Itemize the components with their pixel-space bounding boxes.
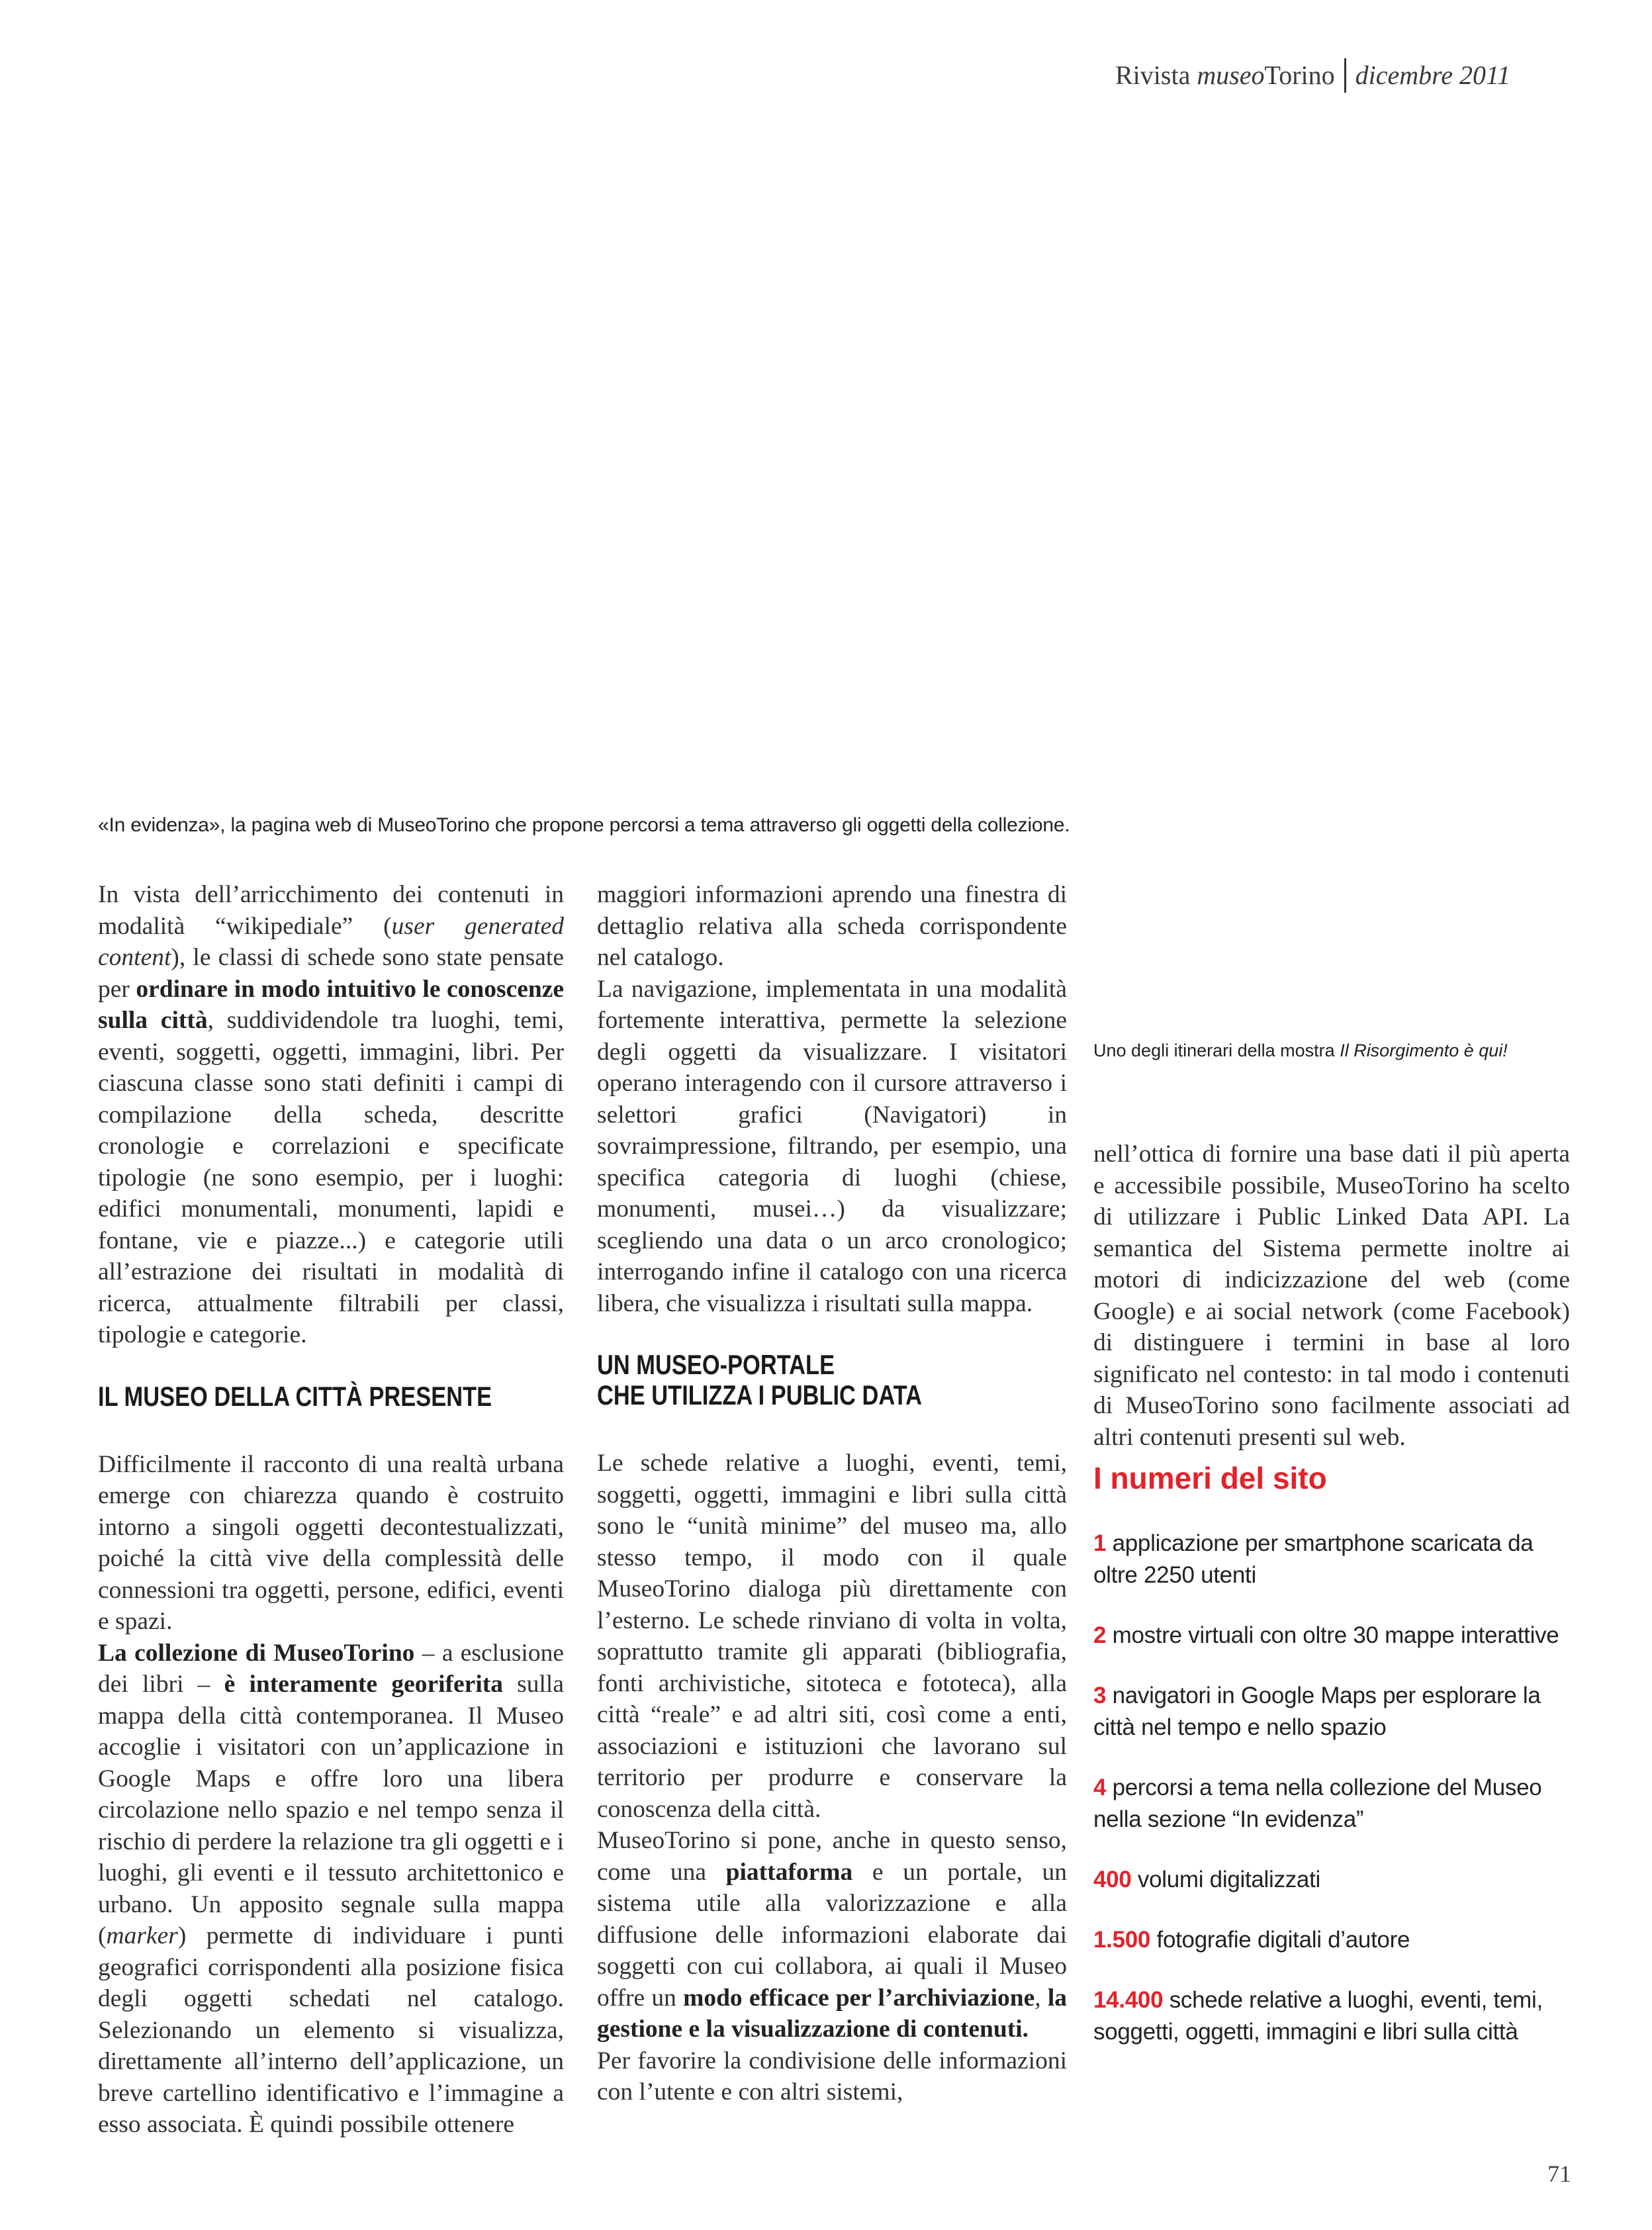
running-header bbox=[1115, 61, 1510, 95]
number-item bbox=[1093, 1864, 1570, 1896]
column-2 bbox=[597, 879, 1067, 2108]
text-italic: Il Risorgimento è qui! bbox=[1340, 1041, 1508, 1060]
image-caption-top: «In evidenza», la pagina web di MuseoTorino che propone percorsi a tema attraverso gli oggetti della collezione. bbox=[98, 814, 1070, 836]
header-date: dicembre 2011 bbox=[1355, 60, 1510, 91]
site-numbers-box bbox=[1093, 1463, 1570, 2076]
text: – a esclusione dei libri – bbox=[98, 1639, 564, 1698]
paragraph bbox=[597, 1825, 1067, 2045]
page-number: 71 bbox=[1547, 2160, 1571, 2187]
header-prefix: Rivista bbox=[1115, 60, 1197, 91]
text-bold: è interamente georiferita bbox=[224, 1671, 503, 1698]
number-item bbox=[1093, 1924, 1570, 1956]
column-1 bbox=[98, 879, 564, 2141]
text: In vista dell’arricchimento dei contenuti in modalità “wikipediale” ( bbox=[98, 881, 564, 940]
heading-line: CHE UTILIZZA I PUBLIC DATA bbox=[597, 1379, 923, 1411]
number-text: percorsi a tema nella collezione del Museo nella sezione “In evidenza” bbox=[1093, 1775, 1542, 1832]
paragraph bbox=[98, 879, 564, 1351]
section-heading bbox=[597, 1350, 982, 1411]
number-text: volumi digitalizzati bbox=[1131, 1867, 1320, 1892]
number-item bbox=[1093, 1772, 1570, 1835]
image-caption-right bbox=[1093, 1041, 1508, 1061]
heading-line: UN MUSEO-PORTALE bbox=[597, 1349, 835, 1380]
text-bold: piattaforma bbox=[725, 1858, 853, 1886]
section-heading: IL MUSEO DELLA CITTÀ PRESENTE bbox=[98, 1380, 492, 1412]
text: sulla mappa della città contemporanea. Il Museo accoglie i visitatori con un’applicazione in Google Maps e offre loro una libera circolazione nello spazio e nel tempo senza il rischio di perdere la relazione tra gli oggetti e i luoghi, gli eventi e il tessuto architettonico e urbano. Un apposito segnale sulla mappa ( bbox=[98, 1671, 564, 1949]
number-item bbox=[1093, 1680, 1570, 1743]
text: Uno degli itinerari della mostra bbox=[1093, 1041, 1340, 1060]
header-separator bbox=[1344, 58, 1346, 93]
paragraph: Per favorire la condivisione delle informazioni con l’utente e con altri sistemi, bbox=[597, 2047, 1067, 2106]
number-value: 4 bbox=[1093, 1775, 1107, 1800]
text: ), le classi di schede sono state pensate per bbox=[98, 944, 564, 1003]
number-value: 3 bbox=[1093, 1683, 1107, 1708]
paragraph: nell’ottica di fornire una base dati il più aperta e accessibile possibile, MuseoTorino ha scelto di utilizzare i Public Linked Data API. La semantica del Sistema permette inoltre ai motori di indicizzazione del web (come Google) e ai social network (come Facebook) di distinguere i termini in base al loro significato nel contesto: in tal modo i contenuti di MuseoTorino sono facilmente associati ad altri contenuti presenti sul web. bbox=[1093, 1140, 1570, 1451]
paragraph: maggiori informazioni aprendo una finestra di dettaglio relativa alla scheda corrispondente nel catalogo. bbox=[597, 881, 1067, 971]
header-brand: Torino bbox=[1264, 60, 1335, 91]
numbers-list bbox=[1093, 1528, 1570, 2048]
number-value: 14.400 bbox=[1093, 1987, 1164, 2013]
number-item bbox=[1093, 1984, 1570, 2048]
text-bold: ordinare in modo intuitivo le conoscenze sulla città bbox=[98, 975, 564, 1034]
text: , suddividendole tra luoghi, temi, eventi, soggetti, oggetti, immagini, libri. Per ciascuna classe sono stati definiti i campi di compilazione della scheda, descritte cronologie e correlazioni e specificate tipologie (ne sono esempio, per i luoghi: edifici monumentali, monumenti, lapidi e fontane, vie e piazze...) e categorie utili all’estrazione dei risultati in modalità di ricerca, attualmente filtrabili per classi, tipologie e categorie. bbox=[98, 1007, 564, 1348]
text: ) permette di individuare i punti geografici corrispondenti alla posizione fisica degli oggetti schedati nel catalogo. Selezionando un elemento si visualizza, direttamente all’interno dell’applicazione, un breve cartellino identificativo e l’immagine a esso associata. È quindi possibile ottenere bbox=[98, 1922, 564, 2138]
text-bold: La collezione di MuseoTorino bbox=[98, 1639, 415, 1667]
numbers-title: I numeri del sito bbox=[1093, 1461, 1327, 1495]
number-text: fotografie digitali d’autore bbox=[1150, 1927, 1410, 1953]
header-italic: museo bbox=[1197, 60, 1265, 91]
text: MuseoTorino si pone, anche in questo senso, come una bbox=[597, 1827, 1067, 1886]
paragraph: La navigazione, implementata in una modalità fortemente interattiva, permette la selezione degli oggetti da visualizzare. I visitatori operano interagendo con il cursore attraverso i selettori grafici (Navigatori) in sovraimpressione, filtrando, per esempio, una specifica categoria di luoghi (chiese, monumenti, musei…) da visualizzare; scegliendo una data o un arco cronologico; interrogando infine il catalogo con una ricerca libera, che visualizza i risultati sulla mappa. bbox=[597, 975, 1067, 1317]
text-italic: marker bbox=[106, 1922, 178, 1949]
number-text: navigatori in Google Maps per esplorare la città nel tempo e nello spazio bbox=[1093, 1683, 1541, 1740]
number-text: mostre virtuali con oltre 30 mappe interattive bbox=[1106, 1622, 1559, 1648]
number-value: 2 bbox=[1093, 1622, 1107, 1648]
text: , bbox=[1034, 1984, 1048, 2012]
text: e un portale, un sistema utile alla valorizzazione e alla diffusione delle informazioni elaborate dai soggetti con cui collabora, ai quali il Museo offre un bbox=[597, 1858, 1067, 2012]
paragraph bbox=[98, 1638, 564, 2141]
text-bold: la gestione e la visualizzazione di contenuti. bbox=[597, 1984, 1068, 2043]
number-value: 1 bbox=[1093, 1530, 1107, 1556]
number-value: 400 bbox=[1093, 1867, 1132, 1892]
number-text: schede relative a luoghi, eventi, temi, soggetti, oggetti, immagini e libri sulla città bbox=[1093, 1987, 1543, 2045]
column-3 bbox=[1093, 1138, 1570, 1453]
paragraph: Difficilmente il racconto di una realtà urbana emerge con chiarezza quando è costruito intorno a singoli oggetti decontestualizzati, poiché la città vive della complessità delle connessioni tra oggetti, persone, edifici, eventi e spazi. bbox=[98, 1450, 564, 1635]
paragraph: Le schede relative a luoghi, eventi, temi, soggetti, oggetti, immagini e libri sulla città sono le “unità minime” del museo ma, allo stesso tempo, il modo con il quale MuseoTorino dialoga più direttamente con l’esterno. Le schede rinviano di volta in volta, soprattutto tramite gli apparati (bibliografia, fonti archivistiche, sitoteca e fototeca), alla città “reale” e ad altri siti, così come a enti, associazioni e istituzioni che lavorano sul territorio per produrre e conservare la conoscenza della città. bbox=[597, 1450, 1067, 1823]
number-item bbox=[1093, 1620, 1570, 1651]
number-item bbox=[1093, 1528, 1570, 1591]
text-bold: modo efficace per l’archiviazione bbox=[683, 1984, 1035, 2012]
number-text: applicazione per smartphone scaricata da oltre 2250 utenti bbox=[1093, 1530, 1534, 1588]
number-value: 1.500 bbox=[1093, 1927, 1151, 1953]
text-italic: user generated content bbox=[98, 912, 564, 971]
